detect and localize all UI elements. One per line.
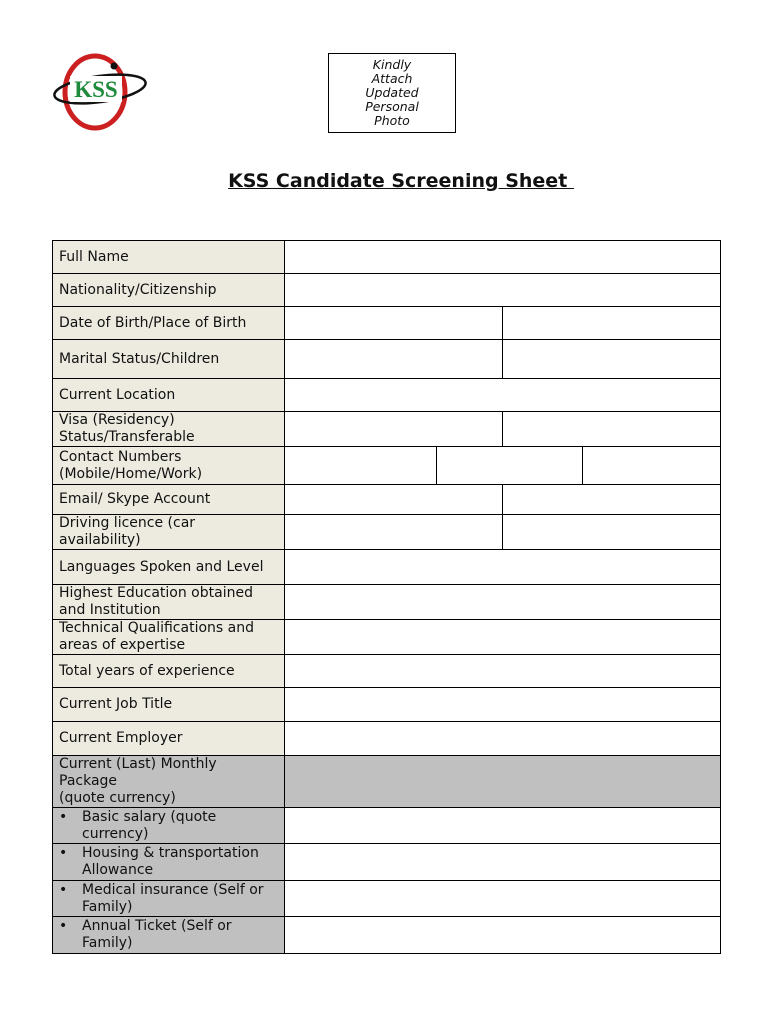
kss-logo: [50, 52, 150, 134]
full-name-field[interactable]: [285, 241, 721, 274]
table-row: [53, 620, 721, 655]
table-row: [53, 274, 721, 307]
technical-qualifications-field[interactable]: [285, 620, 721, 655]
education-field[interactable]: [285, 585, 721, 620]
dob-label: Date of Birth/Place of Birth: [53, 307, 285, 340]
photo-placeholder-box: [328, 53, 456, 133]
photo-line-3: Updated: [365, 85, 419, 100]
photo-line-2: Attach: [371, 71, 413, 86]
table-row: [53, 756, 721, 808]
full-name-label: Full Name: [53, 241, 285, 274]
contact-numbers-label: Contact Numbers (Mobile/Home/Work): [53, 447, 285, 485]
marital-status-label: Marital Status/Children: [53, 340, 285, 379]
screening-table: [52, 240, 721, 954]
medical-insurance-label: Medical insurance (Self or Family): [82, 881, 264, 915]
photo-line-5: Photo: [374, 113, 410, 128]
car-availability-field[interactable]: [503, 515, 721, 550]
monthly-package-field: [285, 756, 721, 808]
mobile-number-field[interactable]: [291, 447, 436, 484]
basic-salary-field[interactable]: [285, 808, 721, 844]
table-row: [53, 585, 721, 620]
bullet-icon: •: [59, 845, 68, 861]
medical-insurance-field[interactable]: [285, 881, 721, 917]
languages-label: Languages Spoken and Level: [53, 550, 285, 585]
languages-field[interactable]: [285, 550, 721, 585]
table-row: [53, 515, 721, 550]
education-label: Highest Education obtained and Institution: [53, 585, 285, 620]
table-row: [53, 808, 721, 844]
bullet-icon: •: [59, 918, 68, 934]
current-employer-label: Current Employer: [53, 722, 285, 756]
nationality-label: Nationality/Citizenship: [53, 274, 285, 307]
visa-status-field[interactable]: [285, 412, 503, 447]
annual-ticket-label: Annual Ticket (Self or Family): [82, 918, 232, 951]
job-title-field[interactable]: [285, 688, 721, 722]
email-skype-label: Email/ Skype Account: [53, 485, 285, 515]
current-location-label: Current Location: [53, 379, 285, 412]
table-row: [53, 881, 721, 917]
nationality-field[interactable]: [285, 274, 721, 307]
experience-years-field[interactable]: [285, 655, 721, 688]
current-location-field[interactable]: [285, 379, 721, 412]
housing-allowance-field[interactable]: [285, 844, 721, 881]
basic-salary-label: Basic salary (quote currency): [82, 808, 217, 842]
visa-transferable-field[interactable]: [503, 412, 721, 447]
technical-qualifications-label: Technical Qualifications and areas of expertise: [53, 620, 285, 655]
table-row: [53, 722, 721, 756]
visa-status-label: Visa (Residency) Status/Transferable: [53, 412, 285, 447]
table-row: [53, 340, 721, 379]
monthly-package-label: Current (Last) Monthly Package (quote currency): [53, 756, 285, 808]
bullet-icon: •: [59, 881, 68, 898]
email-field[interactable]: [285, 485, 503, 515]
annual-ticket-field[interactable]: [285, 917, 721, 954]
home-number-field[interactable]: [436, 447, 582, 484]
logo-text: KSS: [74, 77, 118, 102]
dob-field[interactable]: [285, 307, 503, 340]
bullet-icon: •: [59, 808, 68, 825]
housing-allowance-label-cell: [53, 844, 285, 881]
housing-allowance-label: Housing & transportation Allowance: [82, 845, 259, 878]
driving-licence-label: Driving licence (car availability): [53, 515, 285, 550]
table-row: [53, 379, 721, 412]
skype-field[interactable]: [503, 485, 721, 515]
table-row: [53, 688, 721, 722]
table-row: [53, 655, 721, 688]
marital-status-field[interactable]: [285, 340, 503, 379]
kss-logo-graphic: [50, 52, 150, 134]
contact-numbers-cell: [285, 447, 721, 485]
annual-ticket-label-cell: [53, 917, 285, 954]
current-employer-field[interactable]: [285, 722, 721, 756]
children-field[interactable]: [503, 340, 721, 379]
page-title: KSS Candidate Screening Sheet: [228, 170, 574, 192]
basic-salary-label-cell: [53, 808, 285, 844]
job-title-label: Current Job Title: [53, 688, 285, 722]
table-row: [53, 485, 721, 515]
photo-line-4: Personal: [365, 99, 419, 114]
experience-years-label: Total years of experience: [53, 655, 285, 688]
place-of-birth-field[interactable]: [503, 307, 721, 340]
work-number-field[interactable]: [582, 447, 714, 484]
table-row: [53, 844, 721, 881]
photo-line-1: Kindly: [372, 57, 412, 72]
table-row: [53, 241, 721, 274]
driving-licence-field[interactable]: [285, 515, 503, 550]
table-row: [53, 412, 721, 447]
table-row: [53, 307, 721, 340]
medical-insurance-label-cell: [53, 881, 285, 917]
table-row: [53, 550, 721, 585]
table-row: [53, 917, 721, 954]
table-row: [53, 447, 721, 485]
